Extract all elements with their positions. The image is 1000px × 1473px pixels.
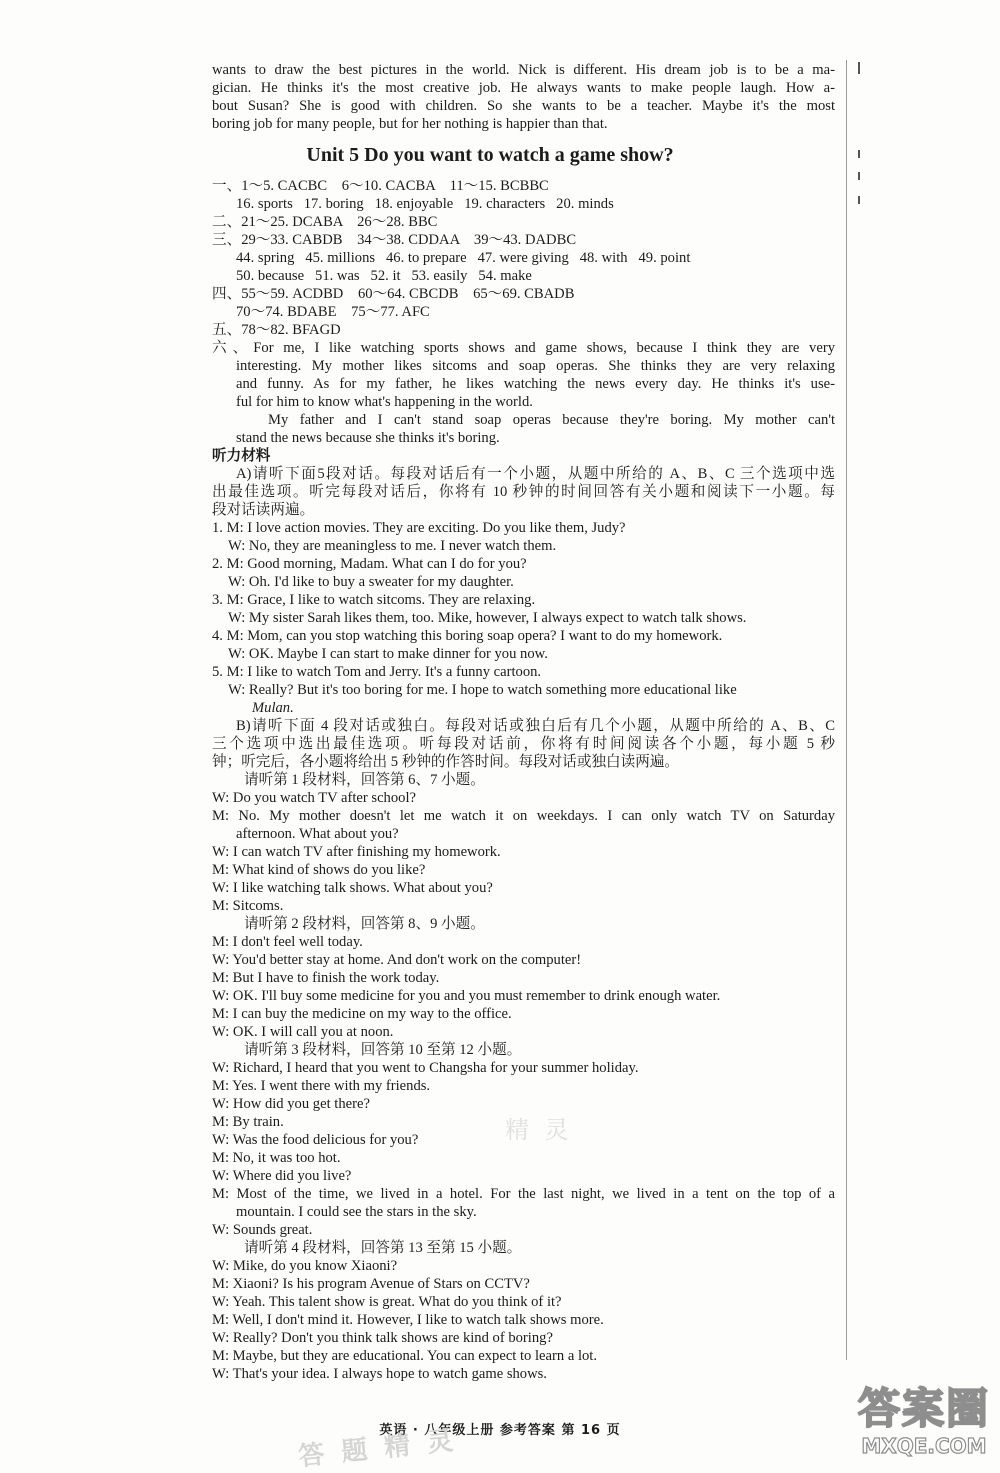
dialogue-line: W: Was the food delicious for you? — [212, 1132, 419, 1148]
dialogue-line: 2. M: Good morning, Madam. What can I do for you? — [212, 556, 527, 572]
unit-title: Unit 5 Do you want to watch a game show? — [306, 144, 674, 166]
dialogue-line: W: Really? But it's too boring for me. I hope to watch something more educational like — [228, 682, 737, 698]
writing-line: My father and I can't stand soap operas because they're boring. My mother can't — [268, 412, 835, 428]
site-logo — [858, 1372, 990, 1462]
writing-line: interesting. My mother likes sitcoms and soap operas. She thinks they are very relaxing — [236, 358, 835, 374]
dialogue-line: M: I can buy the medicine on my way to the office. — [212, 1006, 512, 1022]
dialogue-line: M: I don't feel well today. — [212, 934, 363, 950]
dialogue-line: W: I can watch TV after finishing my homework. — [212, 844, 501, 860]
intro-line: gician. He thinks it's the most creative job. He always wants to make people laugh. How a- — [212, 80, 835, 96]
dialogue-line: W: OK. I'll buy some medicine for you and you must remember to drink enough water. — [212, 988, 721, 1004]
dialogue-line: 3. M: Grace, I like to watch sitcoms. They are relaxing. — [212, 592, 536, 608]
material-heading: 请听第 4 段材料，回答第 13 至第 15 小题。 — [244, 1240, 522, 1256]
margin-mark — [858, 62, 860, 74]
answer-line: 70～74. BDABE 75～77. AFC — [236, 304, 430, 320]
writing-line: and funny. As for my father, he likes watching the news every day. He thinks it's use- — [236, 376, 835, 392]
dialogue-line: afternoon. What about you? — [236, 826, 399, 842]
writing-line: ful for him to know what's happening in the world. — [236, 394, 533, 410]
dialogue-line: Mulan. — [252, 700, 294, 716]
intro-line: boring job for many people, but for her nothing is happier than that. — [212, 116, 608, 132]
dialogue-line: M: No. My mother doesn't let me watch it on weekdays. I can only watch TV on Saturday — [212, 808, 835, 824]
dialogue-line: 4. M: Mom, can you stop watching this boring soap opera? I want to do my homework. — [212, 628, 723, 644]
dialogue-line: W: I like watching talk shows. What about you? — [212, 880, 493, 896]
answer-line: 一、1～5. CACBC 6～10. CACBA 11～15. BCBBC — [212, 178, 549, 194]
dialogue-line: W: You'd better stay at home. And don't work on the computer! — [212, 952, 582, 968]
section-b-instruction: B)请听下面 4 段对话或独白。每段对话或独白后有几个小题，从题中所给的 A、B、C — [236, 718, 835, 734]
dialogue-line: 5. M: I like to watch Tom and Jerry. It's a funny cartoon. — [212, 664, 542, 680]
margin-mark — [858, 172, 860, 180]
dialogue-line: W: Oh. I'd like to buy a sweater for my daughter. — [228, 574, 514, 590]
writing-line: stand the news because she thinks it's boring. — [236, 430, 500, 446]
dialogue-line: M: But I have to finish the work today. — [212, 970, 440, 986]
dialogue-line: W: Richard, I heard that you went to Changsha for your summer holiday. — [212, 1060, 639, 1076]
dialogue-line: M: Maybe, but they are educational. You can expect to learn a lot. — [212, 1348, 597, 1364]
dialogue-line: M: Sitcoms. — [212, 898, 284, 914]
section-a-instruction: 段对话读两遍。 — [212, 502, 315, 518]
answer-line: 二、21～25. DCABA 26～28. BBC — [212, 214, 438, 230]
intro-line: wants to draw the best pictures in the world. Nick is different. His dream job is to be a ma- — [212, 62, 835, 78]
intro-line: bout Susan? She is good with children. So she wants to be a teacher. Maybe it's the most — [212, 98, 835, 114]
page-footer: 英语 · 八年级上册 参考答案 第 16 页 — [379, 1423, 621, 1438]
listening-heading: 听力材料 — [212, 448, 271, 464]
dialogue-line: W: Mike, do you know Xiaoni? — [212, 1258, 398, 1274]
answer-line: 四、55～59. ACDBD 60～64. CBCDB 65～69. CBADB — [212, 286, 575, 302]
dialogue-line: W: OK. Maybe I can start to make dinner for you now. — [228, 646, 548, 662]
answer-line: 三、29～33. CABDB 34～38. CDDAA 39～43. DADBC — [212, 232, 577, 248]
dialogue-line: W: Do you watch TV after school? — [212, 790, 416, 806]
dialogue-line: W: Yeah. This talent show is great. What do you think of it? — [212, 1294, 562, 1310]
section-b-instruction: 钟；听完后，各小题将给出 5 秒钟的作答时间。每段对话或独白读两遍。 — [212, 754, 680, 770]
watermark-text: 答 题 精 灵 — [297, 1425, 459, 1473]
answer-line: 44. spring 45. millions 46. to prepare 47. were giving 48. with 49. point — [236, 250, 691, 266]
dialogue-line: W: Sounds great. — [212, 1222, 313, 1238]
section-a-instruction: A)请听下面5段对话。每段对话后有一个小题，从题中所给的 A、B、C 三个选项中选 — [236, 466, 835, 482]
section-a-instruction: 出最佳选项。听完每段对话后，你将有 10 秒钟的时间回答有关小题和阅读下一小题。每 — [212, 484, 835, 500]
margin-mark — [858, 150, 860, 158]
margin-mark — [858, 196, 860, 204]
material-heading: 请听第 1 段材料，回答第 6、7 小题。 — [244, 772, 485, 788]
answer-line: 50. because 51. was 52. it 53. easily 54. make — [236, 268, 532, 284]
section-b-instruction: 三个选项中选出最佳选项。听每段对话前，你将有时间阅读各个小题，每小题 5 秒 — [212, 736, 835, 752]
dialogue-line: W: How did you get there? — [212, 1096, 370, 1112]
dialogue-line: W: That's your idea. I always hope to watch game shows. — [212, 1366, 547, 1382]
dialogue-line: M: By train. — [212, 1114, 284, 1130]
dialogue-line: W: My sister Sarah likes them, too. Mike, however, I always expect to watch talk shows. — [228, 610, 747, 626]
dialogue-line: M: Well, I don't mind it. However, I like to watch talk shows more. — [212, 1312, 604, 1328]
answer-line: 五、78～82. BFAGD — [212, 322, 341, 338]
right-margin-rule — [846, 60, 847, 1360]
dialogue-line: mountain. I could see the stars in the sky. — [236, 1204, 477, 1220]
logo-chinese-text: 答案圈 — [858, 1384, 991, 1433]
dialogue-line: W: Where did you live? — [212, 1168, 352, 1184]
dialogue-line: W: OK. I will call you at noon. — [212, 1024, 394, 1040]
dialogue-line: M: Most of the time, we lived in a hotel. For the last night, we lived in a tent on the top of a — [212, 1186, 835, 1202]
dialogue-line: M: Xiaoni? Is his program Avenue of Stars on CCTV? — [212, 1276, 530, 1292]
dialogue-line: M: No, it was too hot. — [212, 1150, 341, 1166]
dialogue-line: W: Really? Don't you think talk shows are kind of boring? — [212, 1330, 553, 1346]
material-heading: 请听第 3 段材料，回答第 10 至第 12 小题。 — [244, 1042, 522, 1058]
answer-line: 16. sports 17. boring 18. enjoyable 19. characters 20. minds — [236, 196, 614, 212]
material-heading: 请听第 2 段材料，回答第 8、9 小题。 — [244, 916, 485, 932]
dialogue-line: M: Yes. I went there with my friends. — [212, 1078, 431, 1094]
watermark-text: 精 灵 — [505, 1116, 573, 1144]
dialogue-line: M: What kind of shows do you like? — [212, 862, 426, 878]
dialogue-line: W: No, they are meaningless to me. I never watch them. — [228, 538, 557, 554]
dialogue-line: 1. M: I love action movies. They are exciting. Do you like them, Judy? — [212, 520, 626, 536]
writing-line: 六、For me, I like watching sports shows and game shows, because I think they are very — [212, 340, 835, 356]
logo-url-text: MXQE.COM — [861, 1434, 987, 1458]
